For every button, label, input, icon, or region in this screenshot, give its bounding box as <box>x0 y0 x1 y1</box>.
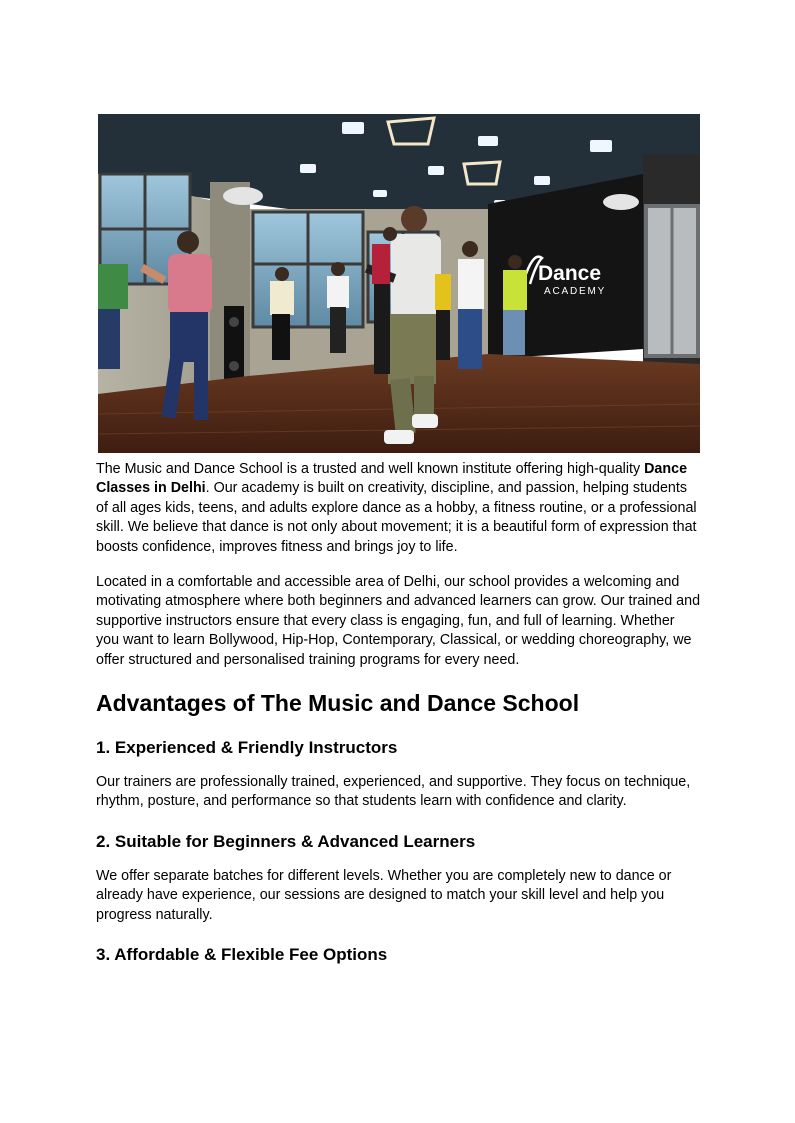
intro-lead: The Music and Dance School is a trusted and well known institute offering high-quality <box>96 461 641 477</box>
advantages-heading: Advantages of The Music and Dance School <box>96 690 580 717</box>
logo-academy-text: ACADEMY <box>544 286 607 297</box>
location-paragraph: Located in a comfortable and accessible area of Delhi, our school provides a welcoming and motivating atmosphere where both beginners and advanced learners can grow. Our trained and supportive instructors ensure that every class is engaging, fun, and full of learning. Whether you want to learn Bollywood, Hip-Hop, Contemporary, Classical, or wedding choreography, we offer structured and personalised training programs for every need. <box>96 574 701 668</box>
intro-paragraph <box>96 460 700 557</box>
dance-class-photo <box>98 114 700 453</box>
dance-classes-link-text: Dance Classes in Delhi <box>96 461 688 497</box>
advantage-3-title: 3. Affordable & Flexible Fee Options <box>96 945 388 965</box>
wall-fan-icon <box>223 187 263 205</box>
logo-dance-text: Dance <box>538 262 602 285</box>
advantage-2-text: We offer separate batches for different levels. Whether you are completely new to dance or already have experience, our sessions are designed to match your skill level and help you progress naturally. <box>96 867 672 923</box>
document-page <box>96 114 700 966</box>
advantage-1-title: 1. Experienced & Friendly Instructors <box>96 738 398 758</box>
advantage-2-title: 2. Suitable for Beginners & Advanced Learners <box>96 831 476 851</box>
wall-fan-icon <box>603 194 639 210</box>
advantage-1-text: Our trainers are professionally trained, experienced, and supportive. They focus on technique, rhythm, posture, and performance so that students learn with confidence and clarity. <box>96 774 691 810</box>
intro-rest: . Our academy is built on creativity, discipline, and passion, helping students of all ages kids, teens, and adults explore dance as a hobby, a fitness routine, or a professional skill. We believe that dance is not only about movement; it is a beautiful form of expression that boosts confidence, improves fitness and brings joy to life. <box>96 480 697 555</box>
